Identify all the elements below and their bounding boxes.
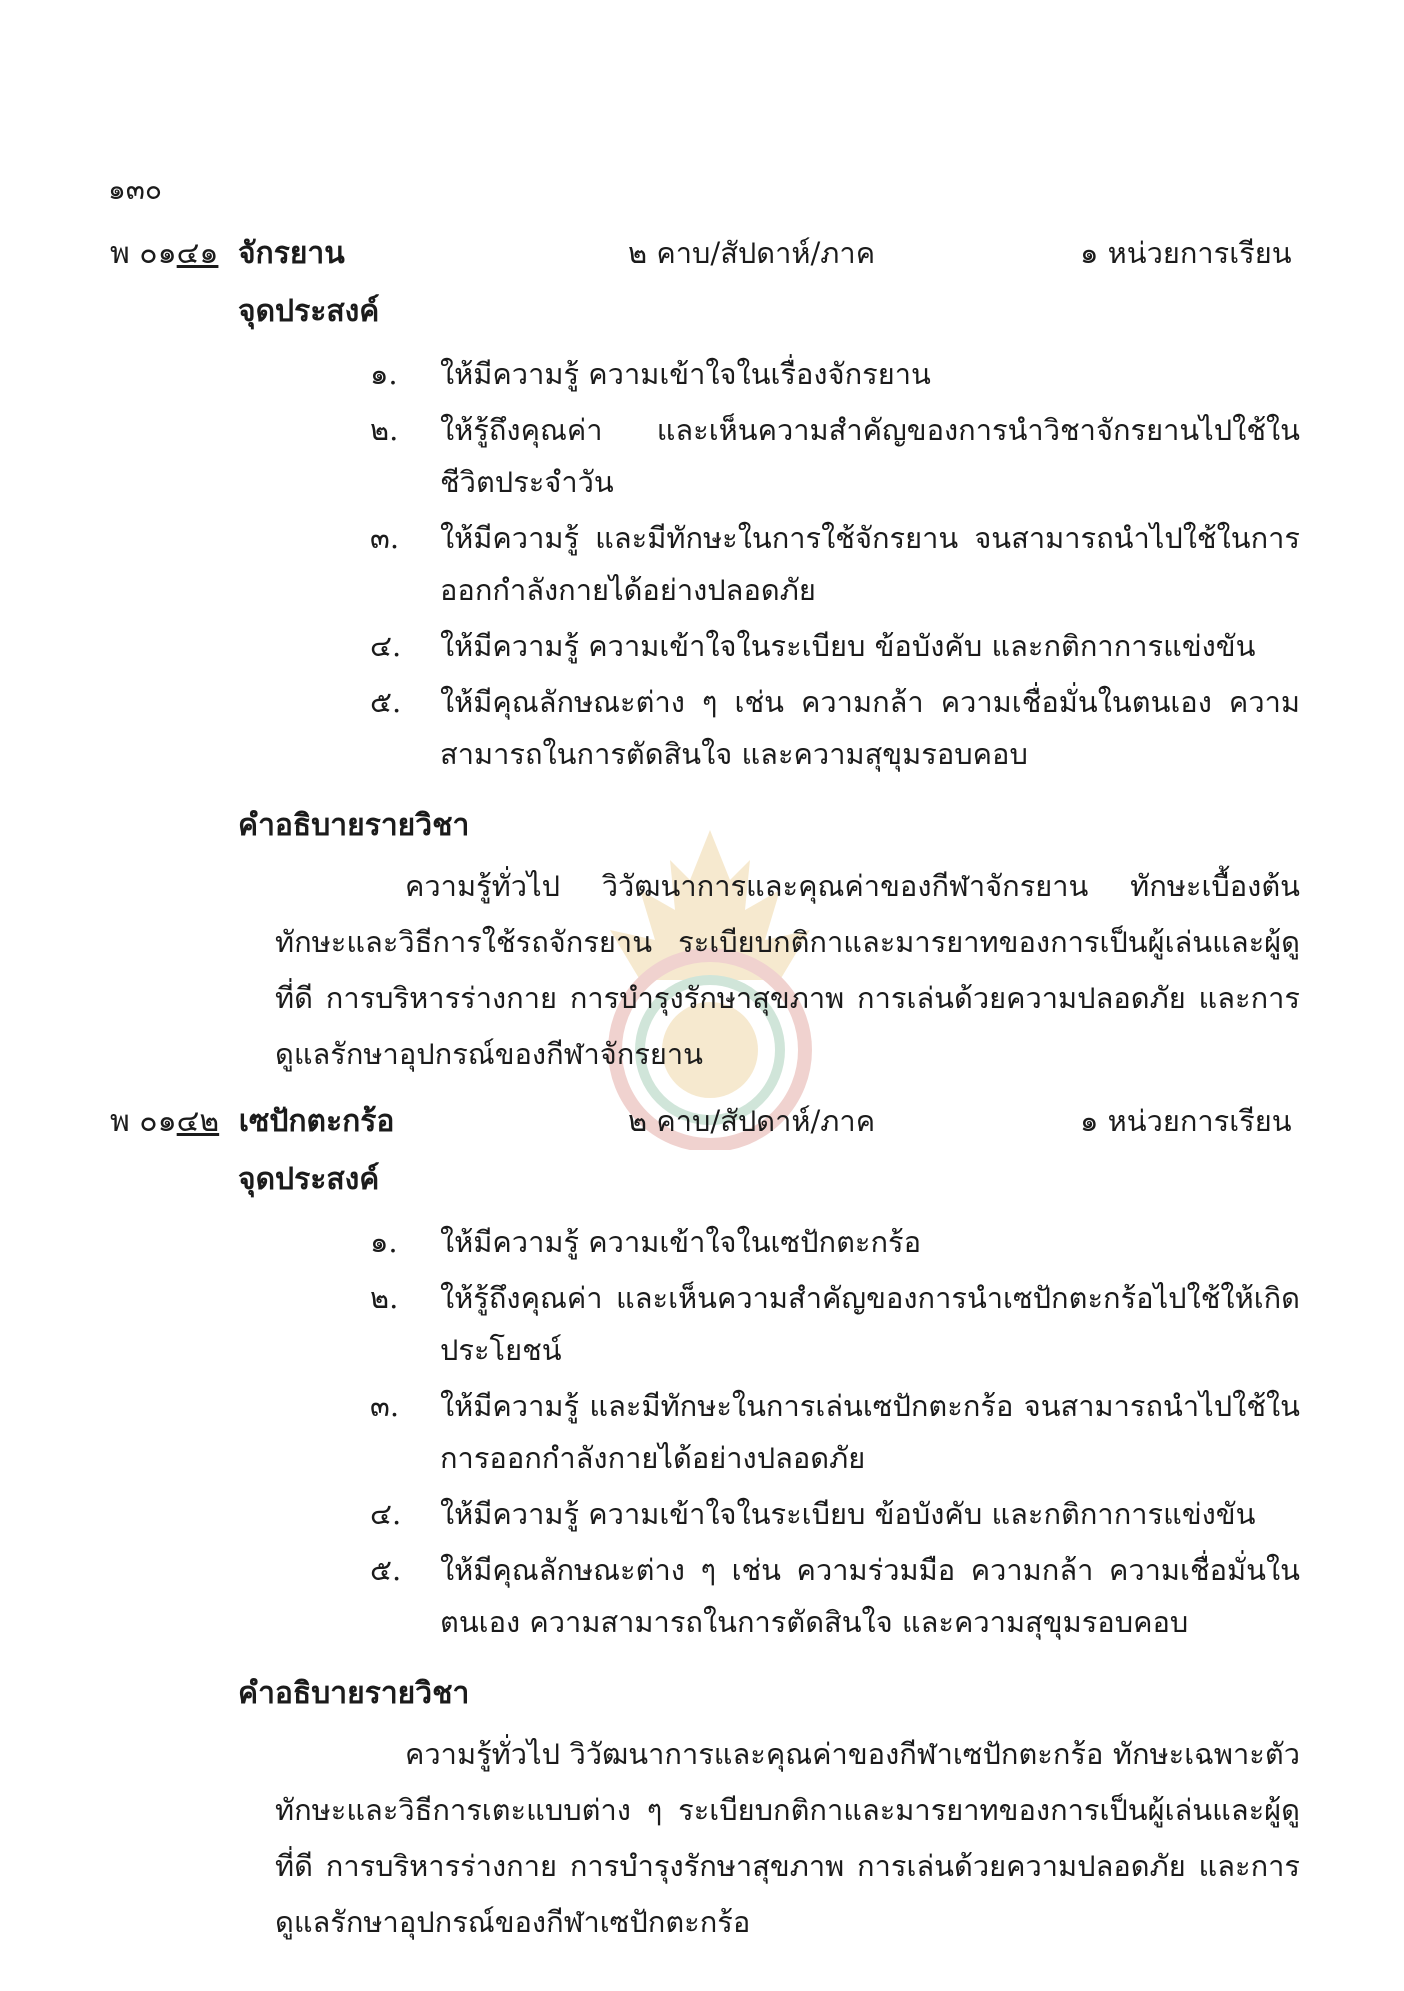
objective-number: ๑.: [370, 1225, 398, 1259]
objective-number: ๕.: [370, 685, 402, 719]
objective-number: ๑.: [370, 357, 398, 391]
objective-number: ๒.: [370, 413, 399, 447]
objective-number: ๒.: [370, 1281, 399, 1315]
objective-number: ๔.: [370, 1497, 402, 1531]
objectives-list: [370, 348, 1300, 784]
course-description: ความรู้ทั่วไป วิวัฒนาการและคุณค่าของกีฬาเซปักตะกร้อ ทักษะเฉพาะตัว ทักษะและวิธีการเตะแบบต่าง ๆ ระเบียบกติกาและมารยาทของการเป็นผู้เล่นและผู้ดูที่ดี การบริหารร่างกาย การบำรุงรักษาสุขภาพ การเล่นด้วยความปลอดภัย และการดูแลรักษาอุปกรณ์ของกีฬาเซปักตะกร้อ: [275, 1737, 1300, 1939]
objectives-heading: จุดประสงค์: [238, 294, 380, 329]
objective-number: ๕.: [370, 1553, 402, 1587]
objective-item: [370, 512, 1300, 616]
objective-text: ให้รู้ถึงคุณค่า และเห็นความสำคัญของการนำวิชาจักรยานไปใช้ในชีวิตประจำวัน: [440, 413, 1300, 499]
course-credit: ๑ หน่วยการเรียน: [1080, 236, 1292, 270]
course-code-title: [110, 1098, 394, 1145]
objective-number: ๔.: [370, 629, 402, 663]
objective-item: [370, 676, 1300, 780]
objective-item: [370, 1544, 1300, 1648]
course-name: เซปักตะกร้อ: [238, 1104, 395, 1139]
objective-text: ให้มีความรู้ ความเข้าใจในเรื่องจักรยาน: [440, 357, 931, 391]
objective-item: [370, 348, 1300, 400]
course-code-title: [110, 230, 345, 277]
objective-text: ให้มีความรู้ ความเข้าใจในระเบียบ ข้อบังคับ และกติกาการแข่งขัน: [440, 1497, 1256, 1531]
objective-item: [370, 620, 1300, 672]
objective-item: [370, 1488, 1300, 1540]
objective-text: ให้มีความรู้ ความเข้าใจในเซปักตะกร้อ: [440, 1225, 922, 1259]
course-code-prefix: พ ๐๑: [110, 1104, 177, 1139]
objectives-heading: จุดประสงค์: [238, 1162, 380, 1197]
course-hours: ๒ คาบ/สัปดาห์/ภาค: [628, 236, 876, 270]
course-code-suffix: ๔๑: [176, 236, 219, 271]
course-code-suffix: ๔๒: [176, 1104, 220, 1139]
course-credit: ๑ หน่วยการเรียน: [1080, 1104, 1292, 1138]
course-header: [0, 1098, 1404, 1148]
course-description: ความรู้ทั่วไป วิวัฒนาการและคุณค่าของกีฬาจักรยาน ทักษะเบื้องต้น ทักษะและวิธีการใช้รถจักรยาน ระเบียบกติกาและมารยาทของการเป็นผู้เล่นและผู้ดูที่ดี การบริหารร่างกาย การบำรุงรักษาสุขภาพ การเล่นด้วยความปลอดภัย และการดูแลรักษาอุปกรณ์ของกีฬาจักรยาน: [275, 869, 1300, 1071]
objective-number: ๓.: [370, 1389, 400, 1423]
page-number: ๑๓๐: [108, 173, 163, 206]
objective-item: [370, 1216, 1300, 1268]
course-name: จักรยาน: [237, 236, 345, 271]
objective-text: ให้มีความรู้ และมีทักษะในการใช้จักรยาน จนสามารถนำไปใช้ในการออกกำลังกายได้อย่างปลอดภัย: [440, 521, 1300, 607]
objective-item: [370, 404, 1300, 508]
objective-text: ให้มีความรู้ ความเข้าใจในระเบียบ ข้อบังคับ และกติกาการแข่งขัน: [440, 629, 1256, 663]
objective-item: [370, 1272, 1300, 1376]
course-code-prefix: พ ๐๑: [110, 236, 177, 271]
objective-item: [370, 1380, 1300, 1484]
course-header: [0, 230, 1404, 280]
objective-text: ให้รู้ถึงคุณค่า และเห็นความสำคัญของการนำเซปักตะกร้อไปใช้ให้เกิดประโยชน์: [440, 1281, 1300, 1367]
course-hours: ๒ คาบ/สัปดาห์/ภาค: [628, 1104, 876, 1138]
objective-number: ๓.: [370, 521, 400, 555]
description-heading: คำอธิบายรายวิชา: [238, 1676, 470, 1711]
objective-text: ให้มีคุณลักษณะต่าง ๆ เช่น ความกล้า ความเชื่อมั่นในตนเอง ความสามารถในการตัดสินใจ และความสุขุมรอบคอบ: [440, 685, 1300, 771]
objective-text: ให้มีความรู้ และมีทักษะในการเล่นเซปักตะกร้อ จนสามารถนำไปใช้ในการออกกำลังกายได้อย่างปลอดภัย: [440, 1389, 1300, 1475]
description-heading: คำอธิบายรายวิชา: [238, 808, 470, 843]
objective-text: ให้มีคุณลักษณะต่าง ๆ เช่น ความร่วมมือ ความกล้า ความเชื่อมั่นในตนเอง ความสามารถในการตัดสินใจ และความสุขุมรอบคอบ: [440, 1553, 1300, 1639]
objectives-list: [370, 1216, 1300, 1652]
